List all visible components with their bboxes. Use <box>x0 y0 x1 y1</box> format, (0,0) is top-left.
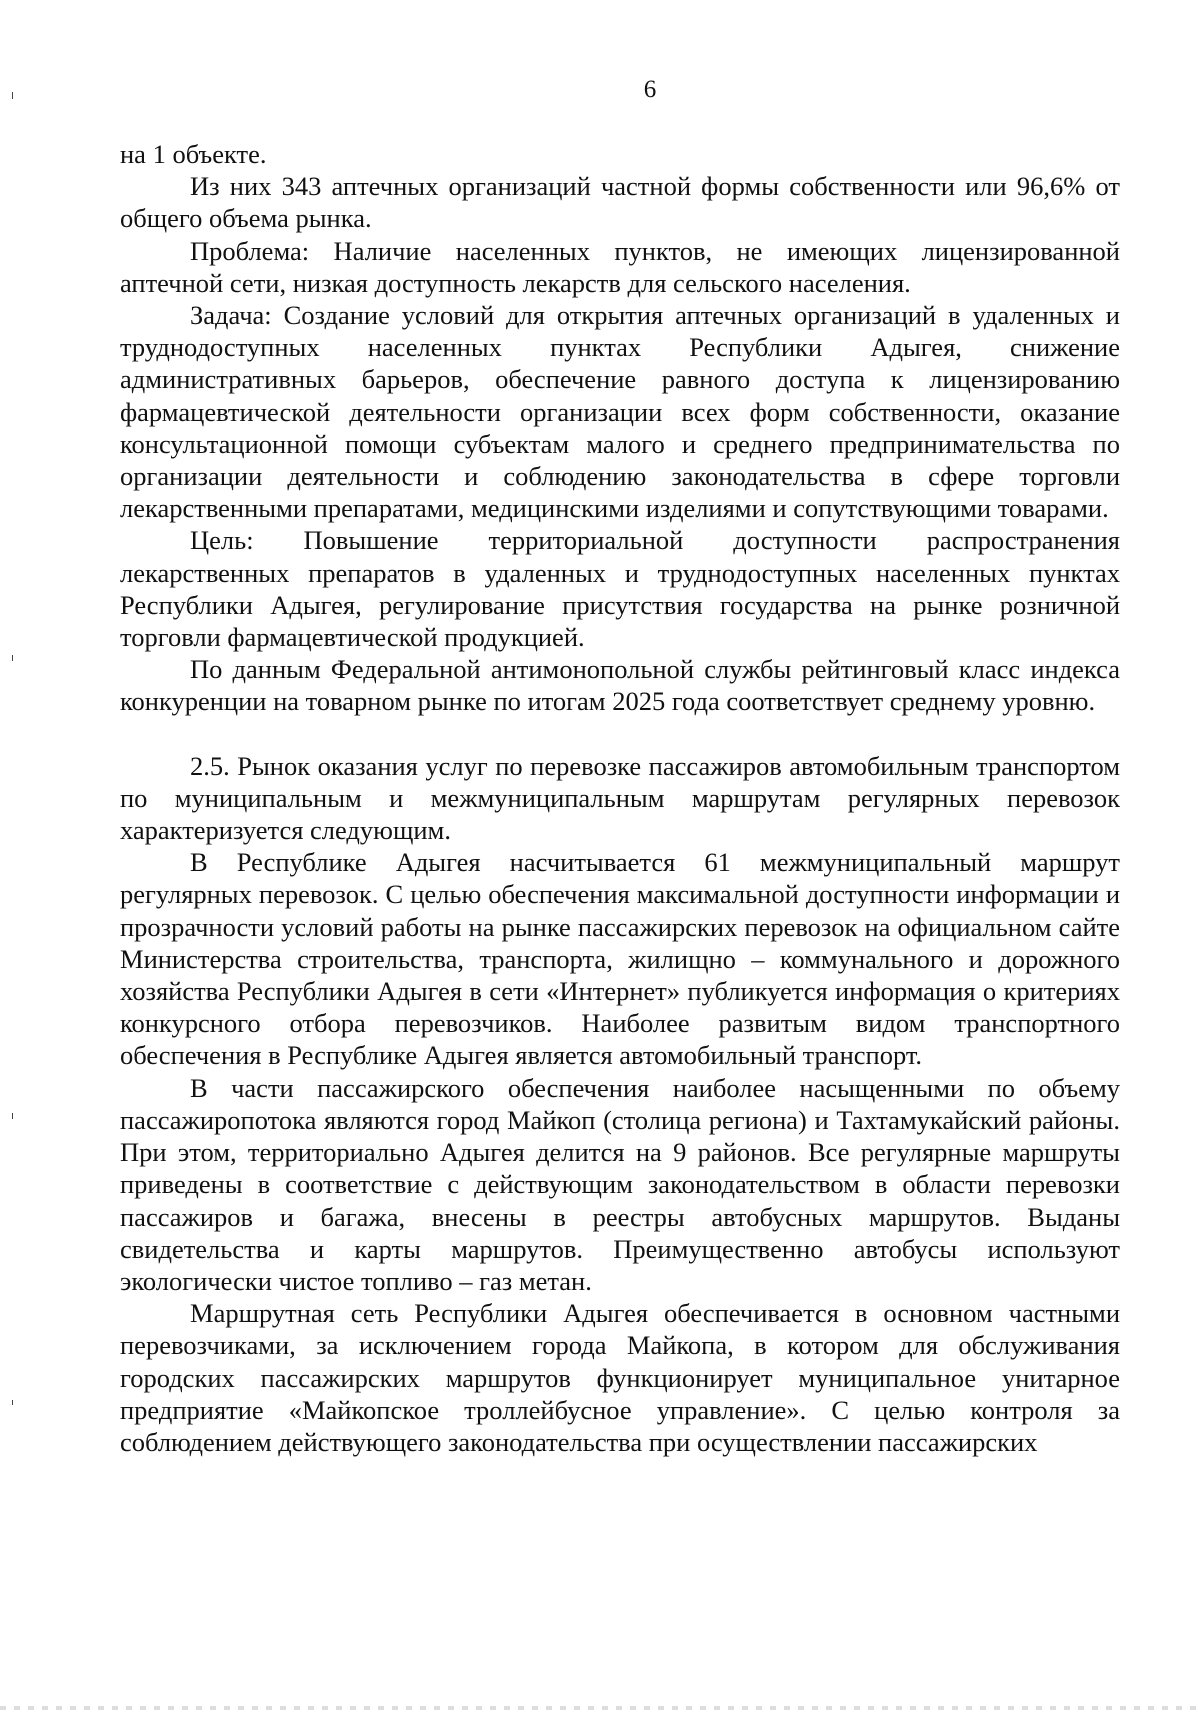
paragraph-routes-count: В Республике Адыгея насчитывается 61 межмуниципальный маршрут регулярных перевозок. С целью обеспечения максимальной доступности информации и прозрачности условий работы на рынке пассажирских перевозок на официальном сайте Министерства строительства, транспорта, жилищно – коммунального и дорожного хозяйства Республики Адыгея в сети «Интернет» публикуется информация о критериях конкурсного отбора перевозчиков. Наиболее развитым видом транспортного обеспечения в Республике Адыгея является автомобильный транспорт. <box>120 847 1120 1071</box>
paragraph-continuation: на 1 объекте. <box>120 139 267 169</box>
scan-speck <box>12 1113 13 1119</box>
paragraph-passenger-flow: В части пассажирского обеспечения наиболее насыщенными по объему пассажиропотока являются город Майкоп (столица региона) и Тахтамукайский районы. При этом, территориально Адыгея делится на 9 районов. Все регулярные маршруты приведены в соответствие с действующим законодательством в области перевозки пассажиров и багажа, внесены в реестры автобусных маршрутов. Выданы свидетельства и карты маршрутов. Преимущественно автобусы используют экологически чистое топливо – газ метан. <box>120 1072 1120 1296</box>
scan-speck <box>12 655 13 661</box>
scan-speck <box>12 92 13 99</box>
page-number: 6 <box>643 76 657 103</box>
paragraph-task: Задача: Создание условий для открытия аптечных организаций в удаленных и труднодоступных населенных пунктах Республики Адыгея, снижение административных барьеров, обеспечение равного доступа к лицензированию фармацевтической деятельности организации всех форм собственности, оказание консультационной помощи субъектам малого и среднего предпринимательства по организации деятельности и соблюдению законодательства в сфере торговли лекарственными препаратами, медицинскими изделиями и сопутствующими товарами. <box>120 300 1120 524</box>
paragraph-route-network: Маршрутная сеть Республики Адыгея обеспечивается в основном частными перевозчиками, за исключением города Майкопа, в котором для обслуживания городских пассажирских маршрутов функционирует муниципальное унитарное предприятие «Майкопское троллейбусное управление». С целью контроля за соблюдением действующего законодательства при осуществлении пассажирских <box>120 1298 1120 1457</box>
paragraph-private-pharmacies: Из них 343 аптечных организаций частной формы собственности или 96,6% от общего объема рынка. <box>120 171 1120 234</box>
paragraph-fas-rating: По данным Федеральной антимонопольной службы рейтинговый класс индекса конкуренции на товарном рынке по итогам 2025 года соответствует среднему уровню. <box>120 654 1120 717</box>
paragraph-problem: Проблема: Наличие населенных пунктов, не имеющих лицензированной аптечной сети, низкая доступность лекарств для сельского населения. <box>120 235 1120 298</box>
scan-edge-noise <box>0 1706 1200 1710</box>
scan-speck <box>12 1400 13 1405</box>
paragraph-section-2-5: 2.5. Рынок оказания услуг по перевозке пассажиров автомобильным транспортом по муниципальным и межмуниципальным маршрутам регулярных перевозок характеризуется следующим. <box>120 750 1120 846</box>
document-body <box>120 138 1120 1458</box>
paragraph-goal: Цель: Повышение территориальной доступности распространения лекарственных препаратов в удаленных и труднодоступных населенных пунктах Республики Адыгея, регулирование присутствия государства на рынке розничной торговли фармацевтической продукцией. <box>120 525 1120 653</box>
